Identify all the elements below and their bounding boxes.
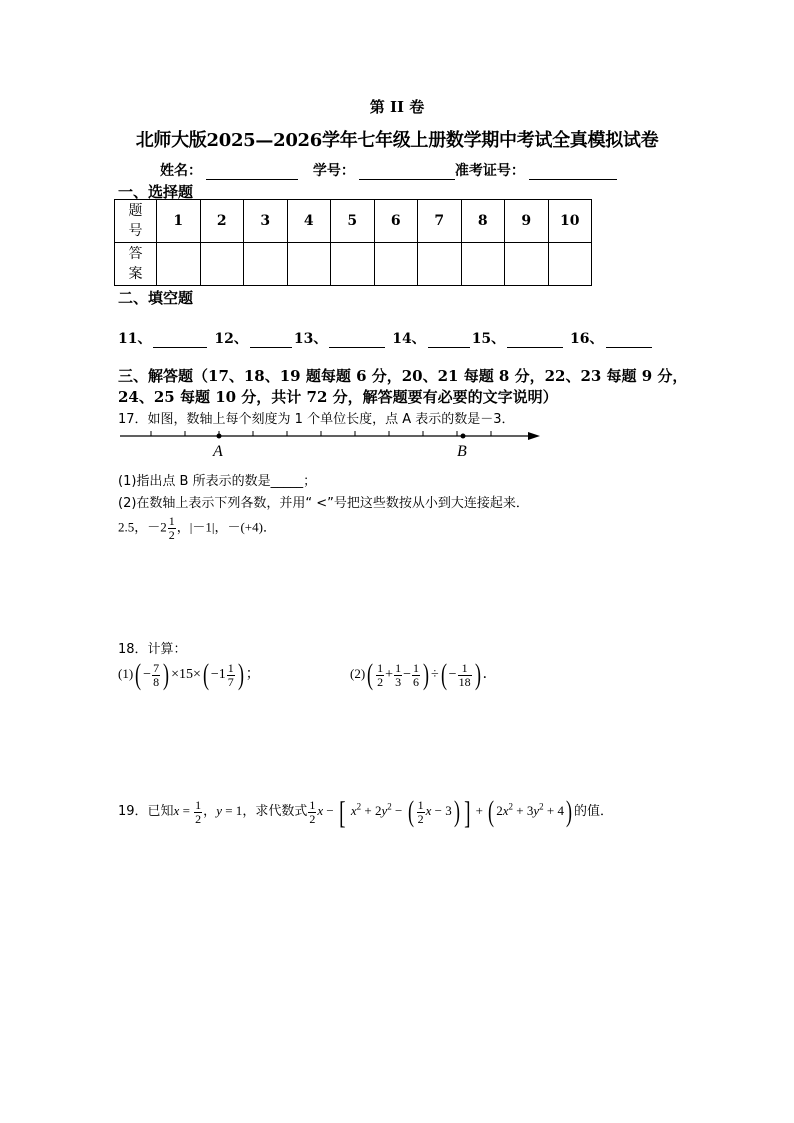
row-label-number: 题 号: [115, 200, 157, 243]
blank-label: 16、: [570, 331, 604, 347]
answer-cell[interactable]: [374, 243, 418, 286]
question-number: 5: [331, 200, 375, 243]
volume-label: 第 II 卷: [369, 98, 425, 116]
q17-part2: (2)在数轴上表示下列各数，并用“ <”号把这些数按从小到大连接起来．: [118, 496, 529, 511]
q18-stem: 18．计算：: [118, 642, 187, 657]
mixed-fraction: $\frac{1}{2}$: [168, 514, 175, 542]
question-number: 2: [200, 200, 244, 243]
q17-stem: 17．如图，数轴上每个刻度为 1 个单位长度，点 A 表示的数是－3．: [118, 412, 515, 427]
answer-cell[interactable]: [244, 243, 288, 286]
blank-label: 15、: [471, 331, 506, 347]
answer-blank[interactable]: [153, 333, 207, 348]
section1-title: 一、选择题: [118, 183, 194, 201]
section2-title: 二、填空题: [118, 289, 194, 307]
name-label: 姓名：: [160, 163, 202, 179]
answer-cell[interactable]: [418, 243, 462, 286]
answer-cell[interactable]: [331, 243, 375, 286]
answer-cell[interactable]: [548, 243, 592, 286]
exam-title: 北师大版2025—2026学年七年级上册数学期中考试全真模拟试卷: [135, 130, 659, 151]
answer-blank[interactable]: [329, 333, 385, 348]
question-number: 10: [548, 200, 592, 243]
exam-no-label: 准考证号：: [454, 163, 525, 179]
question-number: 4: [287, 200, 331, 243]
point-a-label: A: [213, 443, 223, 460]
q17-numbers: [118, 515, 276, 542]
student-info-line: [160, 160, 627, 180]
answer-cell[interactable]: [505, 243, 549, 286]
row-label-answer: 答 案: [115, 243, 157, 286]
name-blank[interactable]: [206, 165, 298, 180]
answer-blank[interactable]: [606, 333, 652, 348]
answer-table: [114, 199, 592, 286]
q19-stem: 19．已知x = $\frac{1}{2}$ ，y = 1，求代数式 $\frac{1}{2}$ x − [ $x^2 + 2y^2$ − ( $\frac{1}{2}$ x − 3) ] + ( $2x^2 + 3y^2 + 4$) 的值．: [118, 794, 613, 830]
table-row: [115, 243, 592, 286]
blank-label: 14、: [392, 331, 426, 347]
question-number: 1: [157, 200, 201, 243]
answer-blank[interactable]: [507, 333, 563, 348]
question-number: 7: [418, 200, 462, 243]
question-number: 9: [505, 200, 549, 243]
q18-expression-2: (2)( $\frac{1}{2}$ + $\frac{1}{3}$ − $\frac{1}{6}$ ) ÷( − $\frac{1}{18}$ ) ．: [350, 658, 497, 691]
answer-blank[interactable]: [250, 333, 292, 348]
exam-no-blank[interactable]: [529, 165, 617, 180]
blank-label: 12、: [214, 331, 248, 347]
id-blank[interactable]: [359, 165, 455, 180]
point-b-dot: [461, 434, 466, 439]
numbers-text: ，|－1|，－(+4)．: [176, 519, 276, 535]
number-line: [116, 426, 546, 462]
table-row: [115, 200, 592, 243]
answer-blank[interactable]: [428, 333, 470, 348]
blank-label: 13、: [293, 331, 328, 347]
question-number: 3: [244, 200, 288, 243]
answer-cell[interactable]: [157, 243, 201, 286]
numbers-text: 2.5，－2: [118, 519, 167, 535]
answer-cell[interactable]: [461, 243, 505, 286]
number-line-arrow: [528, 432, 540, 440]
blank-label: 11、: [118, 331, 152, 347]
q17-part1: (1)指出点 B 所表示的数是_____；: [118, 474, 317, 489]
question-number: 8: [461, 200, 505, 243]
point-a-dot: [217, 434, 222, 439]
fill-blank-line: [118, 328, 654, 348]
answer-cell[interactable]: [287, 243, 331, 286]
point-b-label: B: [457, 443, 467, 460]
answer-cell[interactable]: [200, 243, 244, 286]
section3-title: 三、解答题（17、18、19 题每题 6 分，20、21 每题 8 分，22、23 每题 9 分，24、25 每题 10 分，共计 72 分，解答题要有必要的文字说明）: [118, 367, 688, 406]
question-number: 6: [374, 200, 418, 243]
q18-expression-1: (1)( − $\frac{7}{8}$ ) ×15×( −1 $\frac{1}{7}$ ) ；: [118, 658, 260, 691]
id-label: 学号：: [312, 163, 355, 179]
